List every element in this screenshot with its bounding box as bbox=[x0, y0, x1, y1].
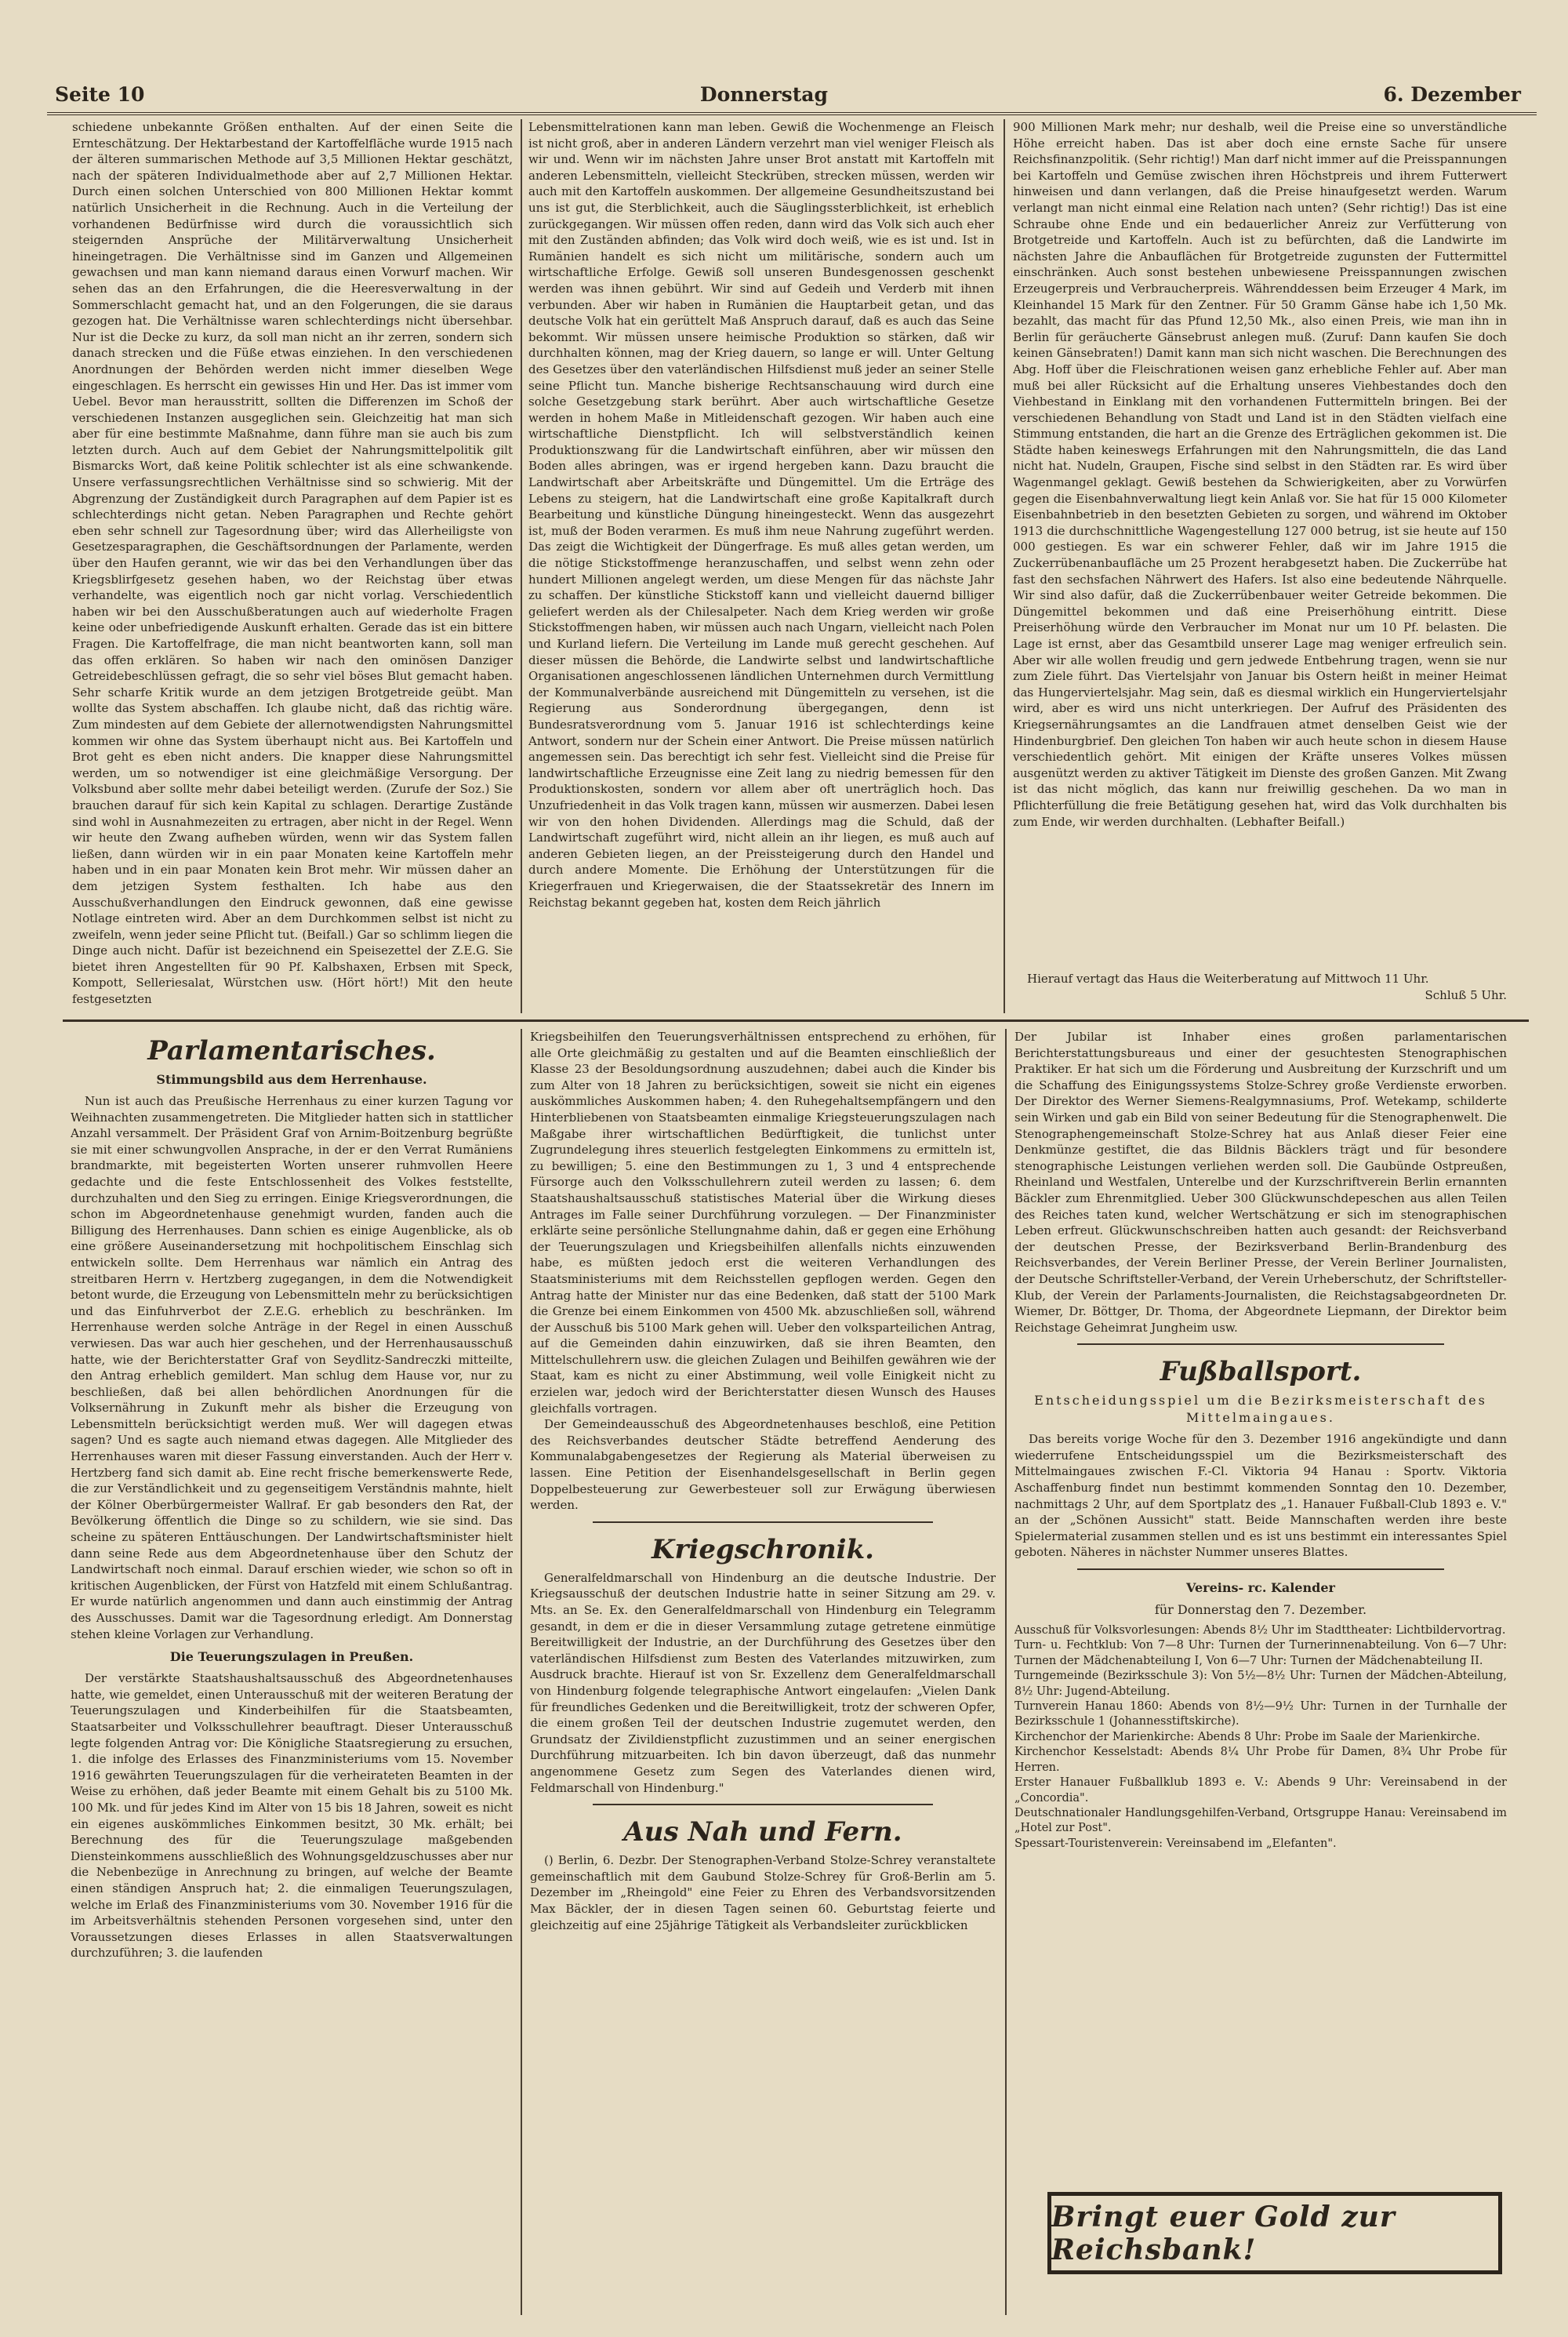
calendar-entry: Kirchenchor Kesselstadt: Abends 8¼ Uhr Probe für Damen, 8¾ Uhr Probe für Herren. bbox=[1014, 1746, 1507, 1774]
calendar-entry: Kirchenchor der Marienkirche: Abends 8 Uhr: Probe im Saale der Marienkirche. bbox=[1014, 1730, 1480, 1743]
top-column-1 bbox=[72, 119, 513, 1013]
middle-column bbox=[530, 1029, 996, 2315]
closing-time: Schluß 5 Uhr. bbox=[1425, 987, 1507, 1002]
separator bbox=[593, 1804, 933, 1805]
calendar-entry: Spessart-Touristenverein: Vereinsabend im „Elefanten". bbox=[1014, 1837, 1337, 1850]
article-text: Das bereits vorige Woche für den 3. Dezember 1916 angekündigte und dann wiederrufene Entscheidungsspiel um die Bezirksmeisterschaft des Mittelmaingaues zwischen F.-Cl. Viktoria 94 Hanau : Sportv. Viktoria Aschaffenburg findet nun bestimmt kommenden Sonntag den 10. Dezember, nachmittags 2 Uhr, auf dem Sportplatz des „1. Hanauer Fußball-Club 1893 e. V." an der „Schönen Aussicht" statt. Beide Mannschaften werden ihre beste Spielermaterial zusammen stellen und es ist uns bestimmt ein interessantes Spiel geboten. Näheres in nächster Nummer unseres Blattes. bbox=[1014, 1432, 1507, 1560]
calendar-entry: Ausschuß für Volksvorlesungen: Abends 8½ Uhr im Stadttheater: Lichtbildervortrag. bbox=[1014, 1624, 1506, 1637]
calendar-entry: Turn- u. Fechtklub: Von 7—8 Uhr: Turnen der Turnerinnenabteilung. Von 6—7 Uhr: Turnen der Mädchenabteilung I, Von 6—7 Uhr: Turnen der Mädchenabteilung II. bbox=[1014, 1639, 1507, 1667]
club-calendar-heading: Vereins- rc. Kalender bbox=[1186, 1580, 1335, 1596]
calendar-entry: Deutschnationaler Handlungsgehilfen-Verband, Ortsgruppe Hanau: Vereinsabend im „Hotel zur Post". bbox=[1014, 1806, 1507, 1835]
gold-reichsbank-advert bbox=[1047, 2192, 1502, 2274]
article-text: Der Gemeindeausschuß des Abgeordnetenhauses beschloß, eine Petition des Reichsverbandes deutscher Städte betreffend Aenderung des Kommunalabgabengesetzes der Regierung als Material überweisen zu lassen. Eine Petition der Eisenhandelsgesellschaft in Berlin gegen Doppelbesteuerung zur Gewerbesteuer soll zur Erwägung überwiesen werden. bbox=[530, 1417, 996, 1513]
article-text: () Berlin, 6. Dezbr. Der Stenographen-Verband Stolze-Schrey veranstaltete gemeinschaftlich mit dem Gaubund Stolze-Schrey für Groß-Berlin am 5. Dezember im „Rheingold" eine Feier zu Ehren des Verbandsvorsitzenden Max Bäckler, der in diesen Tagen seinen 60. Geburtstag feierte und gleichzeitig auf eine 25jährige Tätigkeit als Verbandsleiter zurückblicken bbox=[530, 1853, 996, 1932]
column-rule bbox=[521, 119, 522, 1013]
article-text: Nun ist auch das Preußische Herrenhaus zu einer kurzen Tagung vor Weihnachten zusammengetreten. Die Mitglieder hatten sich in stattlicher Anzahl versammelt. Der Präsident Graf von Arnim-Boitzenburg begrüßte sie mit einer schwungvollen Ansprache, in der er den Verrat Rumäniens brandmarkte, mit begeisterten Worten unserer ruhmvollen Heere gedachte und die feste Entschlossenheit des Volkes feststellte, durchzuhalten und den Sieg zu erringen. Einige Kriegsverordnungen, die schon im Abgeordnetenhause genehmigt wurden, fanden auch die Billigung des Herrenhauses. Dann schien es einige Augenblicke, als ob eine größere Auseinandersetzung mit hochpolitischem Einschlag sich entwickeln sollte. Dem Herrenhaus war nämlich ein Antrag des streitbaren Herrn v. Hertzberg zugegangen, in dem die Notwendigkeit betont wurde, die Erzeugung von Lebensmitteln mehr zu berücksichtigen und das Einfuhrverbot der Z.E.G. erheblich zu beschränken. Im Herrenhause werden solche Anträge in der Regel in einen Ausschuß verwiesen. Das war auch hier geschehen, und der Herrenhausausschuß hatte, wie der Berichterstatter Graf von Seydlitz-Sandreczki mitteilte, den Antrag erheblich gemildert. Man schlug dem Hause vor, nur zu beschließen, daß bei allen behördlichen Anordnungen für die Volksernährung in Zukunft mehr als bisher die Erzeugung von Lebensmitteln berücksichtigt werden muß. Wer will dagegen etwas sagen? Und es sagte auch niemand etwas dagegen. Alle Mitglieder des Herrenhauses waren mit dieser Fassung einverstanden. Auch der Herr v. Hertzberg fand sich damit ab. Eine recht frische bemerkenswerte Rede, die zur Verständlichkeit und zu gegenseitigem Verständnis mahnte, hielt der Kölner Oberbürgermeister Wallraf. Er gab besonders den Rat, der Bevölkerung öffentlich die Dinge so zu schildern, wie sie sind. Das scheine zu späteren Enttäuschungen. Der Landwirtschaftsminister hielt dann seine Rede aus dem Abgeordnetenhause über den Schutz der Landwirtschaft noch einmal. Darauf erschien wieder, wie schon so oft in kritischen Augenblicken, der Fürst von Hatzfeld mit einem Schlußantrag. Er wurde natürlich angenommen und dann auch einstimmig der Antrag des Ausschusses. Damit war die Tagesordnung erledigt. Am Donnerstag stehen kleine Vorlagen zur Verhandlung. bbox=[71, 1094, 513, 1641]
page-header bbox=[55, 78, 1521, 110]
column-rule bbox=[1005, 1029, 1007, 2315]
top-column-2 bbox=[528, 119, 994, 1013]
parliament-column bbox=[71, 1029, 513, 2315]
football-heading: Fußballsport. bbox=[1160, 1356, 1362, 1388]
football-subheading: Entscheidungsspiel um die Bezirksmeisterschaft des Mittelmaingaues. bbox=[1034, 1393, 1487, 1426]
column-rule bbox=[521, 1029, 522, 2315]
calendar-entry: Erster Hanauer Fußballklub 1893 e. V.: Abends 9 Uhr: Vereinsabend in der „Concordia". bbox=[1014, 1776, 1507, 1805]
adjournment-note: Hierauf vertagt das Haus die Weiterberatung auf Mittwoch 11 Uhr. bbox=[1027, 972, 1429, 986]
calendar-entry: Turngemeinde (Bezirksschule 3): Von 5½—8½ Uhr: Turnen der Mädchen-Abteilung, 8½ Uhr: Jugend-Abteilung. bbox=[1014, 1670, 1507, 1698]
advert-text: Bringt euer Gold zur Reichsbank! bbox=[1051, 2200, 1396, 2266]
separator bbox=[1077, 1568, 1444, 1570]
parliament-heading: Parlamentarisches. bbox=[147, 1035, 436, 1067]
weekday: Donnerstag bbox=[699, 82, 828, 106]
top-column-3 bbox=[1013, 119, 1507, 1013]
article-text: schiedene unbekannte Größen enthalten. Auf der einen Seite die Ernteschätzung. Der Hektarbestand der Kartoffelfläche wurde 1915 nach der älteren summarischen Methode auf 3,5 Millionen Hektar geschätzt, nach der späteren Individualmethode aber auf 2,7 Millionen Hektar. Durch einen solchen Unterschied von 800 Millionen Hektar kommt natürlich Unsicherheit in die Rechnung. Auch in die Verteilung der vorhandenen Bedürfnisse wird durch die voraussichtlich sich steigernden Ansprüche der Militärverwaltung Unsicherheit hineingetragen. Die Verhältnisse sind im Ganzen und Allgemeinen gewachsen und man kann niemand daraus einen Vorwurf machen. Wir sehen das an den Erfahrungen, die die Heeresverwaltung in der Sommerschlacht gemacht hat, und an den Folgerungen, die sie daraus gezogen hat. Die Verhältnisse waren schlechterdings nicht übersehbar. Nur ist die Decke zu kurz, da soll man nicht an ihr zerren, sondern sich danach strecken und die Füße etwas einziehen. In den verschiedenen Anordnungen der Behörden werden nicht immer dieselben Wege eingeschlagen. Es herrscht ein gewisses Hin und Her. Das ist immer vom Uebel. Bevor man herausstritt, sollten die Differenzen im Schoß der verschiedenen Instanzen ausgeglichen sein. Gleichzeitig hat man sich aber für eine bestimmte Maßnahme, dann führe man sie auch bis zum letzten durch. Auch auf dem Gebiet der Nahrungsmittelpolitik gilt Bismarcks Wort, daß keine Politik schlechter ist als eine schwankende. Unsere verfassungsrechtlichen Verhältnisse sind so schwierig. Mit der Abgrenzung der Zuständigkeit durch Paragraphen auf dem Papier ist es schlechterdings nicht getan. Neben Paragraphen und Rechte gehört eben sehr schnell zur Tagesordnung über; wird das Allerheiligste von Gesetzesparagraphen, die Geschäftsordnungen der Parlamente, werden über den Haufen gerannt, wie wir das bei den Verhandlungen über das Kriegsblirfgesetz gesehen haben, wo der Reichstag über etwas verhandelte, was eigentlich noch gar nicht vorlag. Verschiedentlich haben wir bei den Ausschußberatungen auch auf wiederholte Fragen keine oder unbefriedigende Auskunft erhalten. Gerade das ist ein bittere Fragen. Die Kartoffelfrage, die man nicht beantworten kann, soll man das offen erklären. So haben wir nach den ominösen Danziger Getreidebeschlüssen gefragt, die so sehr viel böses Blut gemacht haben. Sehr scharfe Kritik wurde an dem jetzigen Brotgetreide geübt. Man wollte das System abschaffen. Ich glaube nicht, daß das richtig wäre. Zum mindesten auf dem Gebiete der allernotwendigsten Nahrungsmittel kommen wir ohne das System überhaupt nicht aus. Bei Kartoffeln und Brot geht es eben nicht anders. Die knapper diese Nahrungsmittel werden, um so notwendiger ist eine gleichmäßige Versorgung. Der Volksbund aber sollte mehr dabei beteiligt werden. (Zurufe der Soz.) Sie brauchen darauf für sich kein Kapital zu schlagen. Derartige Zustände sind wohl in Ausnahmezeiten zu ertragen, aber nicht in der Regel. Wenn wir heute den Zwang aufheben würden, wenn wir das System fallen ließen, dann würden wir in ein paar Monaten keine Kartoffeln mehr haben und in ein paar Monaten kein Brot mehr. Wir müssen daher an dem jetzigen System festhalten. Ich habe aus den Ausschußverhandlungen den Eindruck gewonnen, daß eine gewisse Notlage eintreten wird. Aber an dem Durchkommen selbst ist nicht zu zweifeln, wenn jeder seine Pflicht tut. (Beifall.) Gar so schlimm liegen die Dinge auch nicht. Dafür ist bezeichnend ein Speisezettel der Z.E.G. Sie bietet ihren Angestellten für 90 Pf. Kalbshaxen, Erbsen mit Speck, Kompott, Selleriesalat, Würstchen usw. (Hört hört!) Mit den heute festgesetzten bbox=[72, 120, 513, 1007]
club-calendar-date: für Donnerstag den 7. Dezember. bbox=[1154, 1602, 1367, 1618]
separator bbox=[1077, 1343, 1444, 1345]
parliament-subheading: Stimmungsbild aus dem Herrenhause. bbox=[156, 1072, 427, 1087]
page-number: Seite 10 bbox=[55, 82, 145, 106]
article-text: Der Jubilar ist Inhaber eines großen parlamentarischen Berichterstattungsbureaus und einer der gesuchtesten Stenographischen Praktiker. Er hat sich um die Förderung und Ausbreitung der Kurzschrift und um die Schaffung des Einigungssystems Stolze-Schrey große Verdienste erworben. Der Direktor des Werner Siemens-Realgymnasiums, Prof. Wetekamp, schilderte sein Wirken und gab ein Bild von seiner Bedeutung für die Stenographenwelt. Die Stenographengemeinschaft Stolze-Schrey hat aus Anlaß dieser Feier eine Denkmünze gestiftet, die das Bildnis Bäcklers trägt und für besondere stenographische Leistungen verliehen werden soll. Die Gaubünde Ostpreußen, Rheinland und Westfalen, Unterelbe und der Kurzschriftverein Berlin ernannten Bäckler zum Ehrenmitglied. Ueber 300 Glückwunschdepeschen aus allen Teilen des Reiches taten kund, welcher Wertschätzung er sich im stenographischen Leben erfreut. Glückwunschschreiben hatten auch gesandt: der Reichsverband der deutschen Presse, der Bezirksverband Berlin-Brandenburg des Reichsverbandes, der Verein Berliner Presse, der Verein Berliner Journalisten, der Deutsche Schriftsteller-Verband, der Verein Urheberschutz, der Schriftsteller-Klub, der Verein der Parlaments-Journalisten, die Reichstagsabgeordneten Dr. Wiemer, Dr. Böttger, Dr. Thoma, der Abgeordnete Liepmann, der Direktor beim Reichstage Geheimrat Jungheim usw. bbox=[1014, 1030, 1507, 1335]
calendar-entry: Turnverein Hanau 1860: Abends von 8½—9½ Uhr: Turnen in der Turnhalle der Bezirksschule 1 (Johannesstiftskirche). bbox=[1014, 1700, 1507, 1728]
article-text: 900 Millionen Mark mehr; nur deshalb, weil die Preise eine so unverständliche Höhe erreicht haben. Das ist aber doch eine ernste Sache für unsere Reichsfinanzpolitik. (Sehr richtig!) Man darf nicht immer auf die Preisspannungen bei Kartoffeln und Gemüse zwischen ihren Höchstpreis und ihrem Futterwert hinweisen und dann verlangen, daß die Preise hinaufgesetzt werden. Warum verlangt man nicht einmal eine Relation nach unten? (Sehr richtig!) Das ist eine Schraube ohne Ende und ein bedauerlicher Anreiz zur Verfütterung von Brotgetreide und Kartoffeln. Auch ist zu befürchten, daß die Landwirte im nächsten Jahre die Anbauflächen für Brotgetreide zugunsten der Futtermittel einschränken. Auch sonst bestehen unbewiesene Preisspannungen zwischen Erzeugerpreis und Verbraucherpreis. Währenddessen beim Erzeuger 4 Mark, im Kleinhandel 15 Mark für den Zentner. Für 50 Gramm Gänse habe ich 1,50 Mk. bezahlt, das macht für das Pfund 12,50 Mk., also einen Preis, wie man ihn in Berlin für geräucherte Gänsebrust anlegen muß. (Zuruf: Dann kaufen Sie doch keinen Gänsebraten!) Damit kann man sich nicht waschen. Die Berechnungen des Abg. Hoff über die Fleischrationen weisen ganz erhebliche Fehler auf. Aber man muß bei aller Rücksicht auf die Erhaltung unseres Viehbestandes doch den Viehbestand in Einklang mit den vorhandenen Futtermitteln bringen. Bei der verschiedenen Behandlung von Stadt und Land ist in den Städten vielfach eine Stimmung entstanden, die hart an die Grenze des Erträglichen gekommen ist. Die Städte haben keineswegs Erfahrungen mit den Nahrungsmitteln, die das Land nicht hat. Nudeln, Graupen, Fische sind selbst in den Städten rar. Es wird über Wagenmangel geklagt. Gewiß bestehen da Schwierigkeiten, aber zu Vorwürfen gegen die Eisenbahnverwaltung liegt kein Anlaß vor. Sie hat für 15 000 Kilometer Eisenbahnbetrieb in den besetzten Gebieten zu sorgen, und während im Oktober 1913 die durchschnittliche Wagengestellung 127 000 betrug, ist sie heute auf 150 000 gestiegen. Es war ein schwerer Fehler, daß wir im Jahre 1915 die Zuckerrübenanbaufläche um 25 Prozent herabgesetzt haben. Die Zuckerrübe hat fast den sechsfachen Nährwert des Hafers. Ist also eine bedeutende Nährquelle. Wir sind also dafür, daß die Zuckerrübenbauer weiter Getreide bekommen. Die Düngemittel bekommen und daß eine Preiserhöhung eintritt. Diese Preiserhöhung würde den Verbraucher im Monat nur um 10 Pf. belasten. Die Lage ist ernst, aber das Gesamtbild unserer Lage mag weniger erfreulich sein. Aber wir alle wollen freudig und gern jedwede Entbehrung tragen, wenn sie nur zum Ziele führt. Das Viertelsjahr von Januar bis Ostern heißt in meiner Heimat das Hungerviertelsjahr. Mag sein, daß es diesmal wirklich ein Hungerviertelsjahr wird, aber es wird uns nicht unterkriegen. Der Aufruf des Präsidenten des Kriegsernährungsamtes an die Landfrauen atmet denselben Geist wie der Hindenburgbrief. Den gleichen Ton haben wir auch heute schon in diesem Hause verschiedentlich gehört. Mit einigen der Kräfte unseres Volkes müssen ausgenützt werden zu aktiver Tätigkeit im Dienste des großen Ganzen. Mit Zwang ist das nicht möglich, das kann nur freiwillig geschehen. Da wo man in Pflichterfüllung die freie Betätigung gesehen hat, wird das Volk durchhalten bis zum Ende, wir werden durchhalten. (Lebhafter Beifall.) bbox=[1013, 120, 1507, 829]
column-rule bbox=[1004, 119, 1005, 1013]
separator bbox=[593, 1521, 933, 1523]
header-rule bbox=[47, 112, 1537, 115]
right-column bbox=[1014, 1029, 1507, 2182]
section-rule bbox=[63, 1019, 1529, 1022]
article-text: Generalfeldmarschall von Hindenburg an die deutsche Industrie. Der Kriegsausschuß der deutschen Industrie hatte in seiner Sitzung am 29. v. Mts. an Se. Ex. den Generalfeldmarschall von Hindenburg ein Telegramm gesandt, in dem er die in dieser Versammlung zutage getretene einmütige Bereitwilligkeit der Industrie, an der Durchführung des Gesetzes über den vaterländischen Hilfsdienst zum Besten des Vaterlandes mitzuwirken, zum Ausdruck brachte. Hierauf ist von Sr. Exzellenz dem Generalfeldmarschall von Hindenburg folgende telegraphische Antwort eingelaufen: „Vielen Dank für freundliches Gedenken und die Bereitwilligkeit, trotz der schweren Opfer, die einem großen Teil der deutschen Industrie zugemutet werden, den Grundsatz der Zivildienstpflicht zuzustimmen und an seiner energischen Durchführung mitzuarbeiten. Ich bin davon überzeugt, daß das nunmehr angenommene Gesetz zum Segen des Vaterlandes dienen wird, Feldmarschall von Hindenburg." bbox=[530, 1570, 996, 1795]
date: 6. Dezember bbox=[1383, 82, 1521, 106]
article-text: Lebensmittelrationen kann man leben. Gewiß die Wochenmenge an Fleisch ist nicht groß, aber in anderen Ländern verzehrt man viel weniger Fleisch als wir und. Wenn wir im nächsten Jahre unser Brot anstatt mit Kartoffeln mit anderen Lebensmitteln, vielleicht Steckrüben, strecken müssen, werden wir auch mit den Kartoffeln auskommen. Der allgemeine Gesundheitszustand bei uns ist gut, die Sterblichkeit, auch die Säuglingssterblichkeit, ist erheblich zurückgegangen. Wir müssen offen reden, dann wird das Volk sich auch eher mit den Zuständen abfinden; das Volk wird doch weiß, wie es ist und. Ist in Rumänien handelt es sich nicht um militärische, sondern auch um wirtschaftliche Erfolge. Gewiß soll unseren Bundesgenossen geschenkt werden was ihnen gebührt. Wir sind auf Gedeih und Verderb mit ihnen verbunden. Aber wir haben in Rumänien die Hauptarbeit getan, und das deutsche Volk hat ein gerüttelt Maß Anspruch darauf, daß es auch das Seine bekommt. Wir müssen unsere heimische Produktion so stärken, daß wir durchhalten können, mag der Krieg dauern, so lange er will. Unter Geltung des Gesetzes über den vaterländischen Hilfsdienst muß jeder an seiner Stelle seine Pflicht tun. Manche bisherige Rechtsanschauung wird durch eine solche Gesetzgebung stark berührt. Aber auch wirtschaftliche Gesetze werden in hohem Maße in Mitleidenschaft gezogen. Wir haben auch eine wirtschaftliche Dienstpflicht. Ich will selbstverständlich keinen Produktionszwang für die Landwirtschaft einführen, aber wir müssen den Boden alles abringen, was er irgend hergeben kann. Dazu braucht die Landwirtschaft aber Arbeitskräfte und Düngemittel. Um die Erträge des Lebens zu steigern, hat die Landwirtschaft eine große Kapitalkraft durch Bearbeitung und künstliche Düngung hineingesteckt. Wenn das ausgezehrt ist, muß der Boden verarmen. Es muß ihm neue Nahrung zugeführt werden. Das zeigt die Wichtigkeit der Düngerfrage. Es muß alles getan werden, um die nötige Stickstoffmenge heranzuschaffen, und selbst wenn zehn oder hundert Millionen angelegt werden, um diese Mengen für das nächste Jahr zu schaffen. Der künstliche Stickstoff kann und vielleicht dauernd billiger geliefert werden als der Chilesalpeter. Nach dem Krieg werden wir große Stickstoffmengen haben, wir müssen auch nach Ungarn, vielleicht nach Polen und Kurland liefern. Die Verteilung im Lande muß gerecht geschehen. Auf dieser müssen die Behörde, die Landwirte selbst und landwirtschaftliche Organisationen angeschlossenen ländlichen Unternehmen durch Vermittlung der Kommunalverbände ausreichend mit Düngemitteln zu versehen, ist die Regierung aus Sonderordnung übergegangen, denn ist Bundesratsverordnung vom 5. Januar 1916 ist schlechterdings keine Antwort, sondern nur der Schein einer Antwort. Die Preise müssen natürlich angemessen sein. Das berechtigt ich sehr fest. Vielleicht sind die Preise für landwirtschaftliche Erzeugnisse eine Zeit lang zu niedrig bemessen für den Produktionskosten, sondern vor allem aber oft unerträglich hoch. Das Unzufriedenheit in das Volk tragen kann, müssen wir ausmerzen. Dabei lesen wir von den hohen Dividenden. Allerdings mag die Schuld, daß der Landwirtschaft zugeführt wird, nicht allein an ihr liegen, es muß auch auf anderen Gebieten liegen, an der Preissteigerung durch den Handel und durch andere Momente. Die Erhöhung der Unterstützungen für die Kriegerfrauen und Kriegerwaisen, die der Staatssekretär des Innern im Reichstag bekannt gegeben hat, kosten dem Reich jährlich bbox=[528, 120, 994, 910]
club-calendar-list bbox=[1014, 1623, 1507, 1852]
local-news-heading: Aus Nah und Fern. bbox=[623, 1816, 902, 1848]
article-subheading: Die Teuerungszulagen in Preußen. bbox=[169, 1649, 414, 1665]
article-text: Kriegsbeihilfen den Teuerungsverhältnissen entsprechend zu erhöhen, für alle Orte gleichmäßig zu gestalten und auf die Beamten einschließlich der Klasse 23 der Besoldungsordnung auszudehnen; dabei auch die Kinder bis zum Alter von 18 Jahren zu berücksichtigen, soweit sie nicht ein eigenes auskömmliches Auskommen haben; 4. den Ruhegehaltsempfängern und den Hinterbliebenen von Staatsbeamten einmalige Kriegsteuerungszulagen nach Maßgabe ihrer wirtschaftlichen Bedürftigkeit, die tunlichst unter Zugrundelegung ihres steuerlich festgelegten Einkommens zu ermitteln ist, zu bewilligen; 5. eine den Bestimmungen zu 1, 3 und 4 entsprechende Fürsorge auch den Volksschullehrern zuteil werden zu lassen; 6. dem Staatshaushaltsausschuß statistisches Material über die Wirkung dieses Antrages im Falle seiner Durchführung vorzulegen. — Der Finanzminister erklärte seine persönliche Stellungnahme dahin, daß er gegen eine Erhöhung der Teuerungszulagen und Kriegsbeihilfen allenfalls nichts einzuwenden habe, es müßten jedoch erst die weiteren Verhandlungen des Staatsministeriums mit dem Reichsstellen gepflogen werden. Gegen den Antrag hatte der Minister nur das eine Bedenken, daß statt der 5100 Mark die Grenze bei einem Einkommen von 4500 Mk. abzuschließen soll, während der Ausschuß bis 5100 Mark gehen will. Ueber den volksparteilichen Antrag, auf die Gemeinden dahin einzuwirken, daß sie ihren Beamten, den Mittelschullehrern usw. die gleichen Zulagen und Beihilfen gewähren wie der Staat, kam es nicht zu einer Abstimmung, weil volle Einigkeit nicht zu erzielen war, jedoch wird der Berichterstatter diesen Wunsch des Hauses gleichfalls vortragen. bbox=[530, 1030, 996, 1416]
war-chronicle-heading: Kriegschronik. bbox=[652, 1533, 874, 1565]
article-text: Der verstärkte Staatshaushaltsausschuß des Abgeordnetenhauses hatte, wie gemeldet, einen Unterausschuß mit der weiteren Beratung der Teuerungszulagen und Kinderbeihilfen für die Staatsbeamten, Staatsarbeiter und Volksschullehrer beauftragt. Dieser Unterausschuß legte folgenden Antrag vor: Die Königliche Staatsregierung zu ersuchen, 1. die infolge des Erlasses des Finanzministeriums vom 15. November 1916 gewährten Teuerungszulagen für die verheirateten Beamten in der Weise zu erhöhen, daß jeder Beamte mit einem Gehalt bis zu 5100 Mk. 100 Mk. und für jedes Kind im Alter von 15 bis 18 Jahren, soweit es nicht ein eigenes auskömmliches Einkommen besitzt, 30 Mk. erhält; bei Berechnung des für die Teuerungszulage maßgebenden Diensteinkommens ausschließlich des Wohnungsgeldzuschusses aber nur die Nebenbezüge in Anrechnung zu bringen, auf welche der Beamte einen ständigen Anspruch hat; 2. die einmaligen Teuerungszulagen, welche im Erlaß des Finanzministeriums vom 30. November 1916 für die im Arbeitsverhältnis stehenden Personen vorgesehen sind, unter den Voraussetzungen dieses Erlasses in allen Staatsverwaltungen durchzuführen; 3. die laufenden bbox=[71, 1671, 513, 1961]
